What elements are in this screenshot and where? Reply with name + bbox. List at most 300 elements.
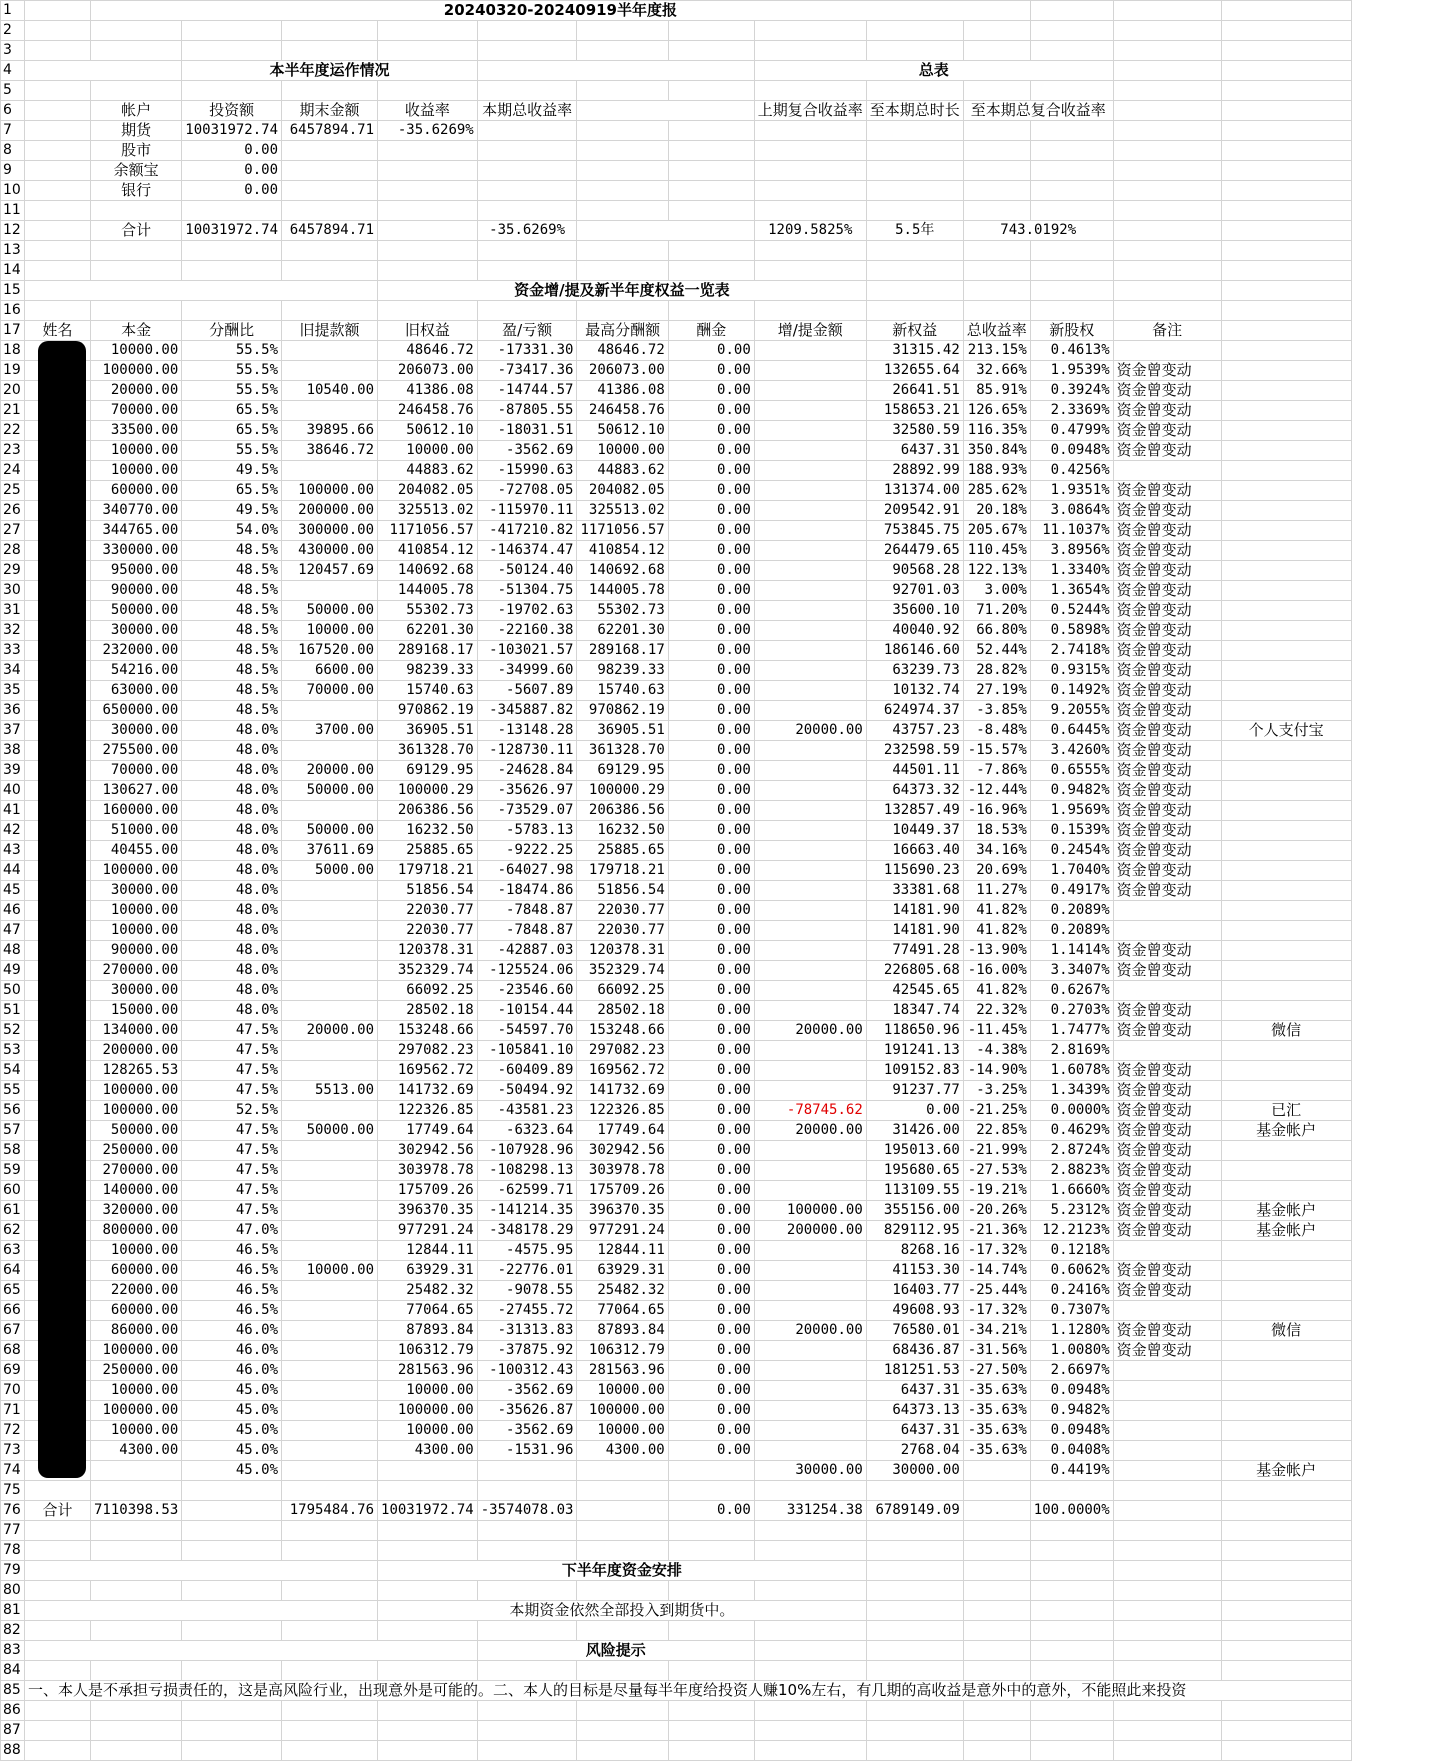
value-cell[interactable]: 270000.00 xyxy=(91,961,182,981)
equity-total-cell[interactable]: 100.0000% xyxy=(1030,1501,1113,1521)
value-cell[interactable]: 60000.00 xyxy=(91,1261,182,1281)
cell[interactable] xyxy=(963,281,1030,301)
value-cell[interactable] xyxy=(754,1041,866,1061)
value-cell[interactable]: 355156.00 xyxy=(866,1201,963,1221)
value-cell[interactable]: 232000.00 xyxy=(91,641,182,661)
value-cell[interactable] xyxy=(754,801,866,821)
remark-cell[interactable]: 资金曾变动 xyxy=(1113,961,1221,981)
value-cell[interactable]: 15740.63 xyxy=(378,681,478,701)
account-rate[interactable] xyxy=(378,161,478,181)
value-cell[interactable]: 22.85% xyxy=(963,1121,1030,1141)
value-cell[interactable]: -27.53% xyxy=(963,1161,1030,1181)
value-cell[interactable]: 50000.00 xyxy=(282,821,378,841)
row-number[interactable]: 64 xyxy=(1,1261,25,1281)
cell[interactable] xyxy=(282,1741,378,1761)
value-cell[interactable]: 92701.03 xyxy=(866,581,963,601)
value-cell[interactable] xyxy=(282,401,378,421)
value-cell[interactable]: 47.5% xyxy=(182,1181,282,1201)
row-number[interactable]: 8 xyxy=(1,141,25,161)
value-cell[interactable]: 22030.77 xyxy=(577,921,668,941)
cell[interactable] xyxy=(91,1661,182,1681)
cell[interactable] xyxy=(668,261,754,281)
note-cell[interactable] xyxy=(1221,821,1351,841)
header-invest[interactable]: 投资额 xyxy=(182,101,282,121)
cell[interactable] xyxy=(1113,221,1221,241)
value-cell[interactable] xyxy=(754,641,866,661)
value-cell[interactable]: -5607.89 xyxy=(477,681,577,701)
row-number[interactable]: 14 xyxy=(1,261,25,281)
value-cell[interactable]: 2.7418% xyxy=(1030,641,1113,661)
cell[interactable] xyxy=(1030,1621,1113,1641)
value-cell[interactable]: 179718.21 xyxy=(378,861,478,881)
risk-title[interactable]: 风险提示 xyxy=(477,1641,754,1661)
value-cell[interactable] xyxy=(754,501,866,521)
value-cell[interactable]: 50000.00 xyxy=(282,601,378,621)
row-number[interactable]: 83 xyxy=(1,1641,25,1661)
value-cell[interactable]: 48.0% xyxy=(182,881,282,901)
value-cell[interactable]: -125524.06 xyxy=(477,961,577,981)
cell[interactable] xyxy=(182,1481,282,1501)
value-cell[interactable] xyxy=(282,1201,378,1221)
value-cell[interactable]: -73417.36 xyxy=(477,361,577,381)
value-cell[interactable]: 2768.04 xyxy=(866,1441,963,1461)
value-cell[interactable]: -19702.63 xyxy=(477,601,577,621)
cell[interactable] xyxy=(866,261,963,281)
value-cell[interactable] xyxy=(282,1381,378,1401)
value-cell[interactable]: 1.7040% xyxy=(1030,861,1113,881)
cell[interactable] xyxy=(282,1621,378,1641)
value-cell[interactable] xyxy=(754,901,866,921)
cell[interactable] xyxy=(378,1741,478,1761)
value-cell[interactable]: -87805.55 xyxy=(477,401,577,421)
value-cell[interactable] xyxy=(754,541,866,561)
row-number[interactable]: 81 xyxy=(1,1601,25,1621)
value-cell[interactable]: 264479.65 xyxy=(866,541,963,561)
value-cell[interactable]: 30000.00 xyxy=(754,1461,866,1481)
row-number[interactable]: 71 xyxy=(1,1401,25,1421)
value-cell[interactable]: 16232.50 xyxy=(577,821,668,841)
cell[interactable] xyxy=(477,161,577,181)
value-cell[interactable]: 0.9482% xyxy=(1030,781,1113,801)
cell[interactable] xyxy=(668,161,754,181)
value-cell[interactable]: 396370.35 xyxy=(378,1201,478,1221)
equity-header[interactable]: 旧提款额 xyxy=(282,321,378,341)
value-cell[interactable]: 28892.99 xyxy=(866,461,963,481)
value-cell[interactable]: 250000.00 xyxy=(91,1141,182,1161)
cell[interactable] xyxy=(1221,1,1351,21)
cell[interactable] xyxy=(1030,201,1113,221)
row-number[interactable]: 36 xyxy=(1,701,25,721)
remark-cell[interactable]: 资金曾变动 xyxy=(1113,621,1221,641)
value-cell[interactable]: 51000.00 xyxy=(91,821,182,841)
cell[interactable] xyxy=(1221,101,1351,121)
remark-cell[interactable] xyxy=(1113,341,1221,361)
row-number[interactable]: 78 xyxy=(1,1541,25,1561)
value-cell[interactable]: 175709.26 xyxy=(577,1181,668,1201)
row-number[interactable]: 62 xyxy=(1,1221,25,1241)
cell[interactable] xyxy=(866,1601,963,1621)
value-cell[interactable]: 47.5% xyxy=(182,1161,282,1181)
cell[interactable] xyxy=(1221,121,1351,141)
remark-cell[interactable]: 资金曾变动 xyxy=(1113,1001,1221,1021)
cell[interactable] xyxy=(754,141,866,161)
value-cell[interactable]: 829112.95 xyxy=(866,1221,963,1241)
cell[interactable] xyxy=(866,121,963,141)
value-cell[interactable]: 47.5% xyxy=(182,1081,282,1101)
value-cell[interactable]: 0.00 xyxy=(668,941,754,961)
value-cell[interactable]: 0.00 xyxy=(668,681,754,701)
value-cell[interactable]: 31315.42 xyxy=(866,341,963,361)
value-cell[interactable]: 15740.63 xyxy=(577,681,668,701)
value-cell[interactable]: 100000.00 xyxy=(91,861,182,881)
value-cell[interactable]: 31426.00 xyxy=(866,1121,963,1141)
value-cell[interactable]: -21.99% xyxy=(963,1141,1030,1161)
row-number[interactable]: 18 xyxy=(1,341,25,361)
value-cell[interactable]: 325513.02 xyxy=(577,501,668,521)
cell[interactable] xyxy=(182,21,282,41)
value-cell[interactable]: -18031.51 xyxy=(477,421,577,441)
value-cell[interactable]: 100000.00 xyxy=(577,1401,668,1421)
total-title[interactable]: 总表 xyxy=(754,61,1113,81)
value-cell[interactable]: 4300.00 xyxy=(91,1441,182,1461)
cell[interactable] xyxy=(378,201,478,221)
note-cell[interactable] xyxy=(1221,441,1351,461)
cell[interactable] xyxy=(1113,161,1221,181)
value-cell[interactable]: -107928.96 xyxy=(477,1141,577,1161)
value-cell[interactable]: 0.00 xyxy=(668,1321,754,1341)
value-cell[interactable]: 91237.77 xyxy=(866,1081,963,1101)
cell[interactable] xyxy=(91,41,182,61)
value-cell[interactable]: 65.5% xyxy=(182,401,282,421)
cell[interactable] xyxy=(25,1541,91,1561)
cell[interactable] xyxy=(282,1541,378,1561)
value-cell[interactable]: 153248.66 xyxy=(577,1021,668,1041)
value-cell[interactable] xyxy=(282,901,378,921)
cell[interactable] xyxy=(1113,1621,1221,1641)
value-cell[interactable]: 30000.00 xyxy=(91,981,182,1001)
value-cell[interactable]: 1.3340% xyxy=(1030,561,1113,581)
equity-title[interactable]: 资金增/提及新半年度权益一览表 xyxy=(378,281,867,301)
value-cell[interactable] xyxy=(754,481,866,501)
value-cell[interactable]: 430000.00 xyxy=(282,541,378,561)
row-number[interactable]: 80 xyxy=(1,1581,25,1601)
cell[interactable] xyxy=(1113,121,1221,141)
cell[interactable] xyxy=(866,1701,963,1721)
remark-cell[interactable]: 资金曾变动 xyxy=(1113,741,1221,761)
row-number[interactable]: 58 xyxy=(1,1141,25,1161)
cell[interactable] xyxy=(1113,301,1221,321)
value-cell[interactable]: 0.4799% xyxy=(1030,421,1113,441)
cell[interactable] xyxy=(25,21,91,41)
header-rate[interactable]: 收益率 xyxy=(378,101,478,121)
value-cell[interactable]: 0.00 xyxy=(668,1001,754,1021)
value-cell[interactable]: -35.63% xyxy=(963,1381,1030,1401)
cell[interactable] xyxy=(577,241,668,261)
value-cell[interactable]: 50000.00 xyxy=(91,601,182,621)
cell[interactable] xyxy=(754,1721,866,1741)
value-cell[interactable]: 45.0% xyxy=(182,1461,282,1481)
cell[interactable] xyxy=(1030,21,1113,41)
value-cell[interactable]: 0.0000% xyxy=(1030,1101,1113,1121)
value-cell[interactable]: 33381.68 xyxy=(866,881,963,901)
value-cell[interactable]: -35626.87 xyxy=(477,1401,577,1421)
cell[interactable] xyxy=(477,1661,577,1681)
cell[interactable] xyxy=(25,181,91,201)
note-cell[interactable] xyxy=(1221,401,1351,421)
value-cell[interactable]: 30000.00 xyxy=(91,881,182,901)
remark-cell[interactable]: 资金曾变动 xyxy=(1113,541,1221,561)
summary-period-rate[interactable]: -35.6269% xyxy=(477,221,577,241)
row-number[interactable]: 17 xyxy=(1,321,25,341)
cell[interactable] xyxy=(477,141,577,161)
cell[interactable] xyxy=(25,1661,91,1681)
value-cell[interactable]: 350.84% xyxy=(963,441,1030,461)
value-cell[interactable]: 0.00 xyxy=(668,1241,754,1261)
value-cell[interactable]: 33500.00 xyxy=(91,421,182,441)
value-cell[interactable] xyxy=(282,881,378,901)
row-number[interactable]: 60 xyxy=(1,1181,25,1201)
cell[interactable] xyxy=(668,1661,754,1681)
cell[interactable] xyxy=(1030,141,1113,161)
cell[interactable] xyxy=(1113,1741,1221,1761)
note-cell[interactable] xyxy=(1221,961,1351,981)
value-cell[interactable]: 1.6660% xyxy=(1030,1181,1113,1201)
value-cell[interactable]: 100000.00 xyxy=(91,361,182,381)
value-cell[interactable]: 0.00 xyxy=(668,1361,754,1381)
account-invest[interactable]: 0.00 xyxy=(182,161,282,181)
value-cell[interactable]: 48.0% xyxy=(182,821,282,841)
value-cell[interactable] xyxy=(754,361,866,381)
value-cell[interactable]: -100312.43 xyxy=(477,1361,577,1381)
cell[interactable] xyxy=(282,261,378,281)
cell[interactable] xyxy=(1113,81,1221,101)
note-cell[interactable] xyxy=(1221,1441,1351,1461)
cell[interactable] xyxy=(963,1561,1030,1581)
value-cell[interactable]: 113109.55 xyxy=(866,1181,963,1201)
cell[interactable] xyxy=(25,141,91,161)
value-cell[interactable]: -15990.63 xyxy=(477,461,577,481)
value-cell[interactable]: 624974.37 xyxy=(866,701,963,721)
value-cell[interactable]: 320000.00 xyxy=(91,1201,182,1221)
note-cell[interactable] xyxy=(1221,501,1351,521)
value-cell[interactable]: 41153.30 xyxy=(866,1261,963,1281)
value-cell[interactable]: 48.5% xyxy=(182,581,282,601)
value-cell[interactable]: -51304.75 xyxy=(477,581,577,601)
value-cell[interactable]: 106312.79 xyxy=(378,1341,478,1361)
value-cell[interactable] xyxy=(754,521,866,541)
value-cell[interactable]: 64373.13 xyxy=(866,1401,963,1421)
cell[interactable] xyxy=(1113,1481,1221,1501)
value-cell[interactable]: 16403.77 xyxy=(866,1281,963,1301)
value-cell[interactable] xyxy=(282,1101,378,1121)
value-cell[interactable]: 2.8169% xyxy=(1030,1041,1113,1061)
row-number[interactable]: 11 xyxy=(1,201,25,221)
remark-cell[interactable] xyxy=(1113,1241,1221,1261)
cell[interactable] xyxy=(866,281,963,301)
equity-total-cell[interactable]: 0.00 xyxy=(668,1501,754,1521)
cell[interactable] xyxy=(477,1541,577,1561)
value-cell[interactable]: 20000.00 xyxy=(282,1021,378,1041)
value-cell[interactable]: 48.0% xyxy=(182,741,282,761)
cell[interactable] xyxy=(963,1541,1030,1561)
remark-cell[interactable]: 资金曾变动 xyxy=(1113,841,1221,861)
remark-cell[interactable] xyxy=(1113,1041,1221,1061)
value-cell[interactable]: 90000.00 xyxy=(91,941,182,961)
cell[interactable] xyxy=(378,1701,478,1721)
value-cell[interactable]: -18474.86 xyxy=(477,881,577,901)
cell[interactable] xyxy=(378,1661,478,1681)
remark-cell[interactable] xyxy=(1113,921,1221,941)
cell[interactable] xyxy=(866,1561,963,1581)
cell[interactable] xyxy=(378,1481,478,1501)
value-cell[interactable]: 144005.78 xyxy=(577,581,668,601)
row-number[interactable]: 84 xyxy=(1,1661,25,1681)
value-cell[interactable]: 41.82% xyxy=(963,981,1030,1001)
cell[interactable] xyxy=(1221,1561,1351,1581)
value-cell[interactable]: -21.25% xyxy=(963,1101,1030,1121)
value-cell[interactable]: 0.2703% xyxy=(1030,1001,1113,1021)
value-cell[interactable]: 1.6078% xyxy=(1030,1061,1113,1081)
cell[interactable] xyxy=(1221,241,1351,261)
value-cell[interactable]: -13.90% xyxy=(963,941,1030,961)
equity-total-cell[interactable]: -3574078.03 xyxy=(477,1501,577,1521)
cell[interactable] xyxy=(668,21,754,41)
cell[interactable] xyxy=(577,301,668,321)
value-cell[interactable]: 18.53% xyxy=(963,821,1030,841)
cell[interactable] xyxy=(477,1721,577,1741)
value-cell[interactable]: 0.00 xyxy=(668,541,754,561)
note-cell[interactable] xyxy=(1221,621,1351,641)
value-cell[interactable]: 1.3439% xyxy=(1030,1081,1113,1101)
value-cell[interactable]: 0.0948% xyxy=(1030,441,1113,461)
value-cell[interactable]: -20.26% xyxy=(963,1201,1030,1221)
value-cell[interactable] xyxy=(282,1061,378,1081)
value-cell[interactable]: 0.00 xyxy=(668,1141,754,1161)
value-cell[interactable]: 10540.00 xyxy=(282,381,378,401)
value-cell[interactable]: 38646.72 xyxy=(282,441,378,461)
value-cell[interactable]: -3.25% xyxy=(963,1081,1030,1101)
value-cell[interactable]: 281563.96 xyxy=(577,1361,668,1381)
value-cell[interactable]: 37611.69 xyxy=(282,841,378,861)
value-cell[interactable] xyxy=(754,941,866,961)
account-name[interactable]: 股市 xyxy=(91,141,182,161)
equity-header[interactable]: 新股权 xyxy=(1030,321,1113,341)
value-cell[interactable]: 126.65% xyxy=(963,401,1030,421)
value-cell[interactable] xyxy=(754,1421,866,1441)
row-number[interactable]: 75 xyxy=(1,1481,25,1501)
value-cell[interactable]: -4.38% xyxy=(963,1041,1030,1061)
value-cell[interactable]: -50124.40 xyxy=(477,561,577,581)
value-cell[interactable] xyxy=(282,1181,378,1201)
value-cell[interactable]: 44883.62 xyxy=(378,461,478,481)
value-cell[interactable]: 0.00 xyxy=(668,1421,754,1441)
account-end[interactable] xyxy=(282,141,378,161)
value-cell[interactable]: 0.00 xyxy=(668,1041,754,1061)
note-cell[interactable]: 基金帐户 xyxy=(1221,1121,1351,1141)
value-cell[interactable]: 0.1539% xyxy=(1030,821,1113,841)
remark-cell[interactable] xyxy=(1113,1441,1221,1461)
value-cell[interactable]: 6437.31 xyxy=(866,441,963,461)
remark-cell[interactable]: 资金曾变动 xyxy=(1113,941,1221,961)
value-cell[interactable]: 0.00 xyxy=(668,1181,754,1201)
value-cell[interactable]: 100000.00 xyxy=(91,1341,182,1361)
value-cell[interactable] xyxy=(754,981,866,1001)
value-cell[interactable]: 30000.00 xyxy=(91,721,182,741)
note-cell[interactable] xyxy=(1221,781,1351,801)
cell[interactable] xyxy=(577,1661,668,1681)
value-cell[interactable]: 0.00 xyxy=(668,481,754,501)
cell[interactable] xyxy=(91,241,182,261)
value-cell[interactable]: 30000.00 xyxy=(91,621,182,641)
cell[interactable] xyxy=(477,261,577,281)
cell[interactable] xyxy=(963,201,1030,221)
value-cell[interactable]: 122326.85 xyxy=(378,1101,478,1121)
value-cell[interactable]: 167520.00 xyxy=(282,641,378,661)
value-cell[interactable] xyxy=(754,761,866,781)
header-total-compound[interactable]: 至本期总复合收益率 xyxy=(963,101,1113,121)
value-cell[interactable]: 0.00 xyxy=(668,881,754,901)
value-cell[interactable]: 0.2454% xyxy=(1030,841,1113,861)
value-cell[interactable] xyxy=(754,581,866,601)
value-cell[interactable] xyxy=(754,1281,866,1301)
equity-header[interactable]: 盈/亏额 xyxy=(477,321,577,341)
value-cell[interactable]: -6323.64 xyxy=(477,1121,577,1141)
row-number[interactable]: 12 xyxy=(1,221,25,241)
cell[interactable] xyxy=(866,181,963,201)
cell[interactable] xyxy=(1113,1,1221,21)
equity-header[interactable]: 增/提金额 xyxy=(754,321,866,341)
cell[interactable] xyxy=(25,81,91,101)
value-cell[interactable]: 302942.56 xyxy=(378,1141,478,1161)
remark-cell[interactable]: 资金曾变动 xyxy=(1113,1161,1221,1181)
header-end-amount[interactable]: 期末金额 xyxy=(282,101,378,121)
value-cell[interactable]: 0.00 xyxy=(668,581,754,601)
value-cell[interactable] xyxy=(282,1401,378,1421)
note-cell[interactable] xyxy=(1221,1061,1351,1081)
value-cell[interactable]: 122.13% xyxy=(963,561,1030,581)
remark-cell[interactable]: 资金曾变动 xyxy=(1113,601,1221,621)
equity-total-cell[interactable] xyxy=(963,1501,1030,1521)
remark-cell[interactable]: 资金曾变动 xyxy=(1113,641,1221,661)
value-cell[interactable]: 977291.24 xyxy=(378,1221,478,1241)
note-cell[interactable] xyxy=(1221,1041,1351,1061)
value-cell[interactable]: 186146.60 xyxy=(866,641,963,661)
value-cell[interactable]: 3.3407% xyxy=(1030,961,1113,981)
value-cell[interactable]: 132655.64 xyxy=(866,361,963,381)
cell[interactable] xyxy=(378,41,478,61)
cell[interactable] xyxy=(477,1741,577,1761)
value-cell[interactable]: 45.0% xyxy=(182,1381,282,1401)
value-cell[interactable]: 970862.19 xyxy=(577,701,668,721)
cell[interactable] xyxy=(1113,261,1221,281)
value-cell[interactable]: 250000.00 xyxy=(91,1361,182,1381)
cell[interactable] xyxy=(25,201,91,221)
value-cell[interactable]: 0.00 xyxy=(668,1201,754,1221)
note-cell[interactable] xyxy=(1221,581,1351,601)
cell[interactable] xyxy=(754,1641,866,1661)
value-cell[interactable] xyxy=(282,1441,378,1461)
value-cell[interactable]: -8.48% xyxy=(963,721,1030,741)
value-cell[interactable]: 344765.00 xyxy=(91,521,182,541)
value-cell[interactable]: 325513.02 xyxy=(378,501,478,521)
remark-cell[interactable] xyxy=(1113,461,1221,481)
cell[interactable] xyxy=(1113,1601,1221,1621)
value-cell[interactable]: 2.3369% xyxy=(1030,401,1113,421)
row-number[interactable]: 38 xyxy=(1,741,25,761)
value-cell[interactable]: 48.5% xyxy=(182,701,282,721)
value-cell[interactable] xyxy=(754,921,866,941)
value-cell[interactable]: -27455.72 xyxy=(477,1301,577,1321)
